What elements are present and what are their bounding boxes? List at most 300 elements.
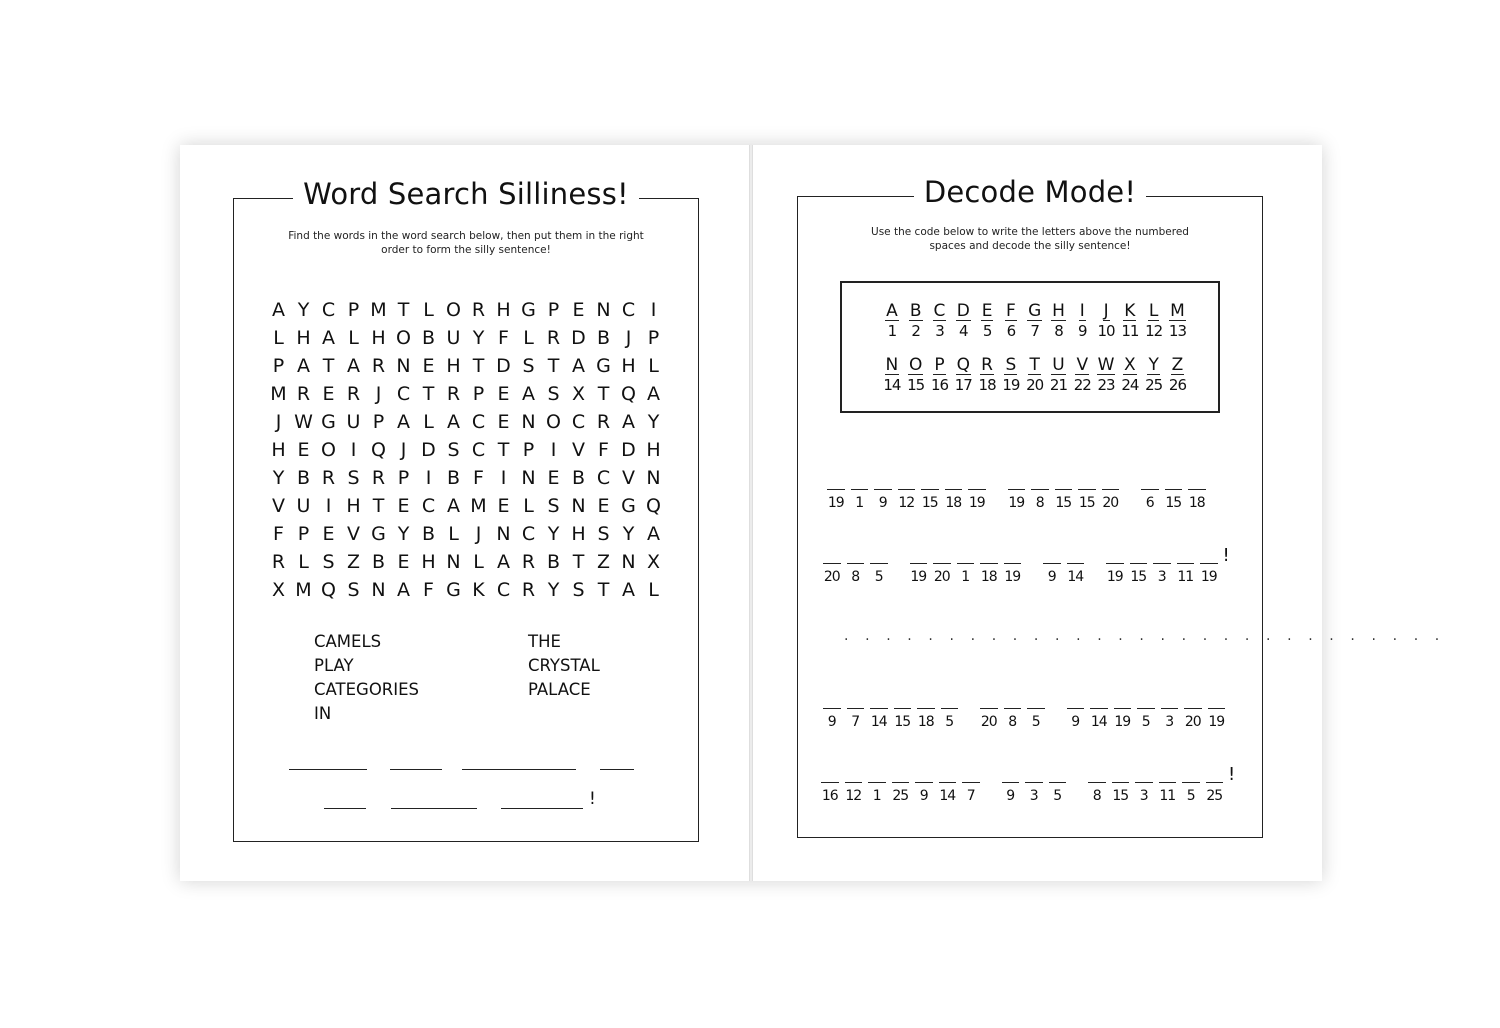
letter-blank[interactable]: [1141, 489, 1159, 490]
letter-slot[interactable]: [824, 489, 848, 511]
letter-blank[interactable]: [845, 782, 863, 783]
grid-letter[interactable]: J: [400, 439, 407, 461]
grid-letter[interactable]: P: [372, 411, 385, 433]
grid-letter[interactable]: T: [372, 495, 385, 517]
grid-letter[interactable]: V: [622, 467, 635, 489]
grid-letter[interactable]: Q: [371, 439, 386, 461]
grid-letter[interactable]: Y: [272, 467, 285, 489]
letter-blank[interactable]: [1161, 708, 1179, 709]
grid-letter[interactable]: Y: [647, 411, 660, 433]
letter-blank[interactable]: [1049, 782, 1067, 783]
letter-slot[interactable]: [1028, 489, 1052, 511]
letter-blank[interactable]: [827, 489, 845, 490]
grid-letter[interactable]: D: [571, 327, 586, 349]
grid-letter[interactable]: P: [397, 467, 410, 489]
grid-letter[interactable]: E: [572, 299, 585, 321]
grid-letter[interactable]: P: [647, 327, 660, 349]
grid-letter[interactable]: S: [547, 383, 560, 405]
letter-slot[interactable]: [820, 708, 844, 730]
grid-letter[interactable]: C: [321, 299, 336, 321]
letter-slot[interactable]: [1087, 708, 1111, 730]
letter-blank[interactable]: [1004, 708, 1022, 709]
letter-blank[interactable]: [1135, 782, 1153, 783]
letter-blank[interactable]: [1008, 489, 1026, 490]
letter-slot[interactable]: [895, 489, 919, 511]
grid-letter[interactable]: S: [597, 523, 610, 545]
letter-slot[interactable]: [1156, 782, 1180, 804]
letter-blank[interactable]: [847, 708, 865, 709]
letter-slot[interactable]: [844, 563, 868, 585]
grid-letter[interactable]: I: [650, 299, 657, 321]
grid-letter[interactable]: R: [521, 551, 536, 573]
grid-letter[interactable]: A: [347, 355, 360, 377]
letter-blank[interactable]: [1031, 489, 1049, 490]
grid-letter[interactable]: L: [473, 551, 484, 573]
letter-slot[interactable]: [1197, 563, 1221, 585]
letter-blank[interactable]: [933, 563, 951, 564]
answer-blank[interactable]: [324, 808, 366, 809]
letter-slot[interactable]: [1174, 563, 1198, 585]
letter-blank[interactable]: [968, 489, 986, 490]
grid-letter[interactable]: E: [397, 551, 410, 573]
letter-slot[interactable]: [977, 708, 1001, 730]
letter-blank[interactable]: [921, 489, 939, 490]
grid-letter[interactable]: L: [648, 579, 659, 601]
grid-letter[interactable]: O: [321, 439, 336, 461]
grid-letter[interactable]: S: [522, 355, 535, 377]
grid-letter[interactable]: R: [371, 355, 386, 377]
grid-letter[interactable]: D: [421, 439, 436, 461]
grid-letter[interactable]: L: [648, 355, 659, 377]
grid-letter[interactable]: H: [296, 327, 311, 349]
letter-slot[interactable]: [1046, 782, 1070, 804]
grid-letter[interactable]: A: [572, 355, 585, 377]
letter-blank[interactable]: [1088, 782, 1106, 783]
grid-letter[interactable]: A: [622, 411, 635, 433]
grid-letter[interactable]: S: [447, 439, 460, 461]
letter-blank[interactable]: [870, 563, 888, 564]
grid-letter[interactable]: B: [371, 551, 386, 573]
letter-blank[interactable]: [894, 708, 912, 709]
grid-letter[interactable]: G: [371, 523, 386, 545]
grid-letter[interactable]: E: [547, 467, 560, 489]
grid-letter[interactable]: Y: [547, 523, 560, 545]
grid-letter[interactable]: N: [596, 299, 611, 321]
letter-slot[interactable]: [1064, 708, 1088, 730]
grid-letter[interactable]: R: [446, 383, 461, 405]
grid-letter[interactable]: N: [446, 551, 461, 573]
grid-letter[interactable]: C: [596, 467, 611, 489]
grid-letter[interactable]: Y: [297, 299, 310, 321]
letter-blank[interactable]: [868, 782, 886, 783]
letter-blank[interactable]: [1177, 563, 1195, 564]
letter-blank[interactable]: [980, 708, 998, 709]
letter-slot[interactable]: [1185, 489, 1209, 511]
grid-letter[interactable]: K: [472, 579, 485, 601]
letter-slot[interactable]: [999, 782, 1023, 804]
grid-letter[interactable]: U: [296, 495, 311, 517]
letter-blank[interactable]: [939, 782, 957, 783]
grid-letter[interactable]: R: [346, 383, 361, 405]
letter-blank[interactable]: [1188, 489, 1206, 490]
grid-letter[interactable]: F: [498, 327, 509, 349]
letter-slot[interactable]: [1109, 782, 1133, 804]
letter-blank[interactable]: [1200, 563, 1218, 564]
grid-letter[interactable]: B: [421, 523, 436, 545]
letter-blank[interactable]: [910, 563, 928, 564]
grid-letter[interactable]: L: [298, 551, 309, 573]
grid-letter[interactable]: I: [350, 439, 357, 461]
grid-letter[interactable]: B: [571, 467, 586, 489]
grid-letter[interactable]: R: [321, 467, 336, 489]
letter-blank[interactable]: [1078, 489, 1096, 490]
letter-blank[interactable]: [917, 708, 935, 709]
letter-slot[interactable]: [1040, 563, 1064, 585]
grid-letter[interactable]: I: [550, 439, 557, 461]
grid-letter[interactable]: N: [571, 495, 586, 517]
grid-letter[interactable]: Y: [622, 523, 635, 545]
letter-slot[interactable]: [1132, 782, 1156, 804]
grid-letter[interactable]: S: [347, 467, 360, 489]
grid-letter[interactable]: V: [572, 439, 585, 461]
letter-blank[interactable]: [1114, 708, 1132, 709]
grid-letter[interactable]: H: [346, 495, 361, 517]
letter-blank[interactable]: [1165, 489, 1183, 490]
letter-slot[interactable]: [1022, 782, 1046, 804]
grid-letter[interactable]: N: [646, 467, 661, 489]
grid-letter[interactable]: A: [447, 411, 460, 433]
grid-letter[interactable]: M: [295, 579, 312, 601]
letter-slot[interactable]: [1085, 782, 1109, 804]
grid-letter[interactable]: R: [546, 327, 561, 349]
letter-blank[interactable]: [1159, 782, 1177, 783]
grid-letter[interactable]: B: [296, 467, 311, 489]
grid-letter[interactable]: D: [496, 355, 511, 377]
letter-slot[interactable]: [938, 708, 962, 730]
letter-slot[interactable]: [954, 563, 978, 585]
grid-letter[interactable]: A: [622, 579, 635, 601]
grid-letter[interactable]: R: [271, 551, 286, 573]
grid-letter[interactable]: H: [371, 327, 386, 349]
grid-letter[interactable]: P: [297, 523, 310, 545]
grid-letter[interactable]: T: [497, 439, 510, 461]
grid-letter[interactable]: B: [421, 327, 436, 349]
letter-blank[interactable]: [1055, 489, 1073, 490]
letter-blank[interactable]: [851, 489, 869, 490]
grid-letter[interactable]: W: [294, 411, 313, 433]
letter-slot[interactable]: [1134, 708, 1158, 730]
letter-blank[interactable]: [1182, 782, 1200, 783]
grid-letter[interactable]: V: [347, 523, 360, 545]
grid-letter[interactable]: B: [596, 327, 611, 349]
grid-letter[interactable]: H: [571, 523, 586, 545]
letter-slot[interactable]: [818, 782, 842, 804]
letter-slot[interactable]: [1111, 708, 1135, 730]
grid-letter[interactable]: R: [371, 467, 386, 489]
letter-slot[interactable]: [1075, 489, 1099, 511]
letter-slot[interactable]: [1158, 708, 1182, 730]
grid-letter[interactable]: T: [597, 579, 610, 601]
grid-letter[interactable]: A: [497, 551, 510, 573]
grid-letter[interactable]: T: [597, 383, 610, 405]
letter-slot[interactable]: [1150, 563, 1174, 585]
grid-letter[interactable]: L: [448, 523, 459, 545]
grid-letter[interactable]: P: [472, 383, 485, 405]
letter-slot[interactable]: [1064, 563, 1088, 585]
letter-slot[interactable]: [867, 563, 891, 585]
grid-letter[interactable]: C: [396, 383, 411, 405]
grid-letter[interactable]: S: [572, 579, 585, 601]
grid-letter[interactable]: H: [421, 551, 436, 573]
grid-letter[interactable]: O: [396, 327, 411, 349]
grid-letter[interactable]: G: [521, 299, 536, 321]
answer-blank[interactable]: [501, 808, 583, 809]
letter-slot[interactable]: [1001, 708, 1025, 730]
letter-slot[interactable]: [912, 782, 936, 804]
letter-blank[interactable]: [1004, 563, 1022, 564]
grid-letter[interactable]: O: [446, 299, 461, 321]
letter-blank[interactable]: [941, 708, 959, 709]
grid-letter[interactable]: F: [423, 579, 434, 601]
grid-letter[interactable]: C: [621, 299, 636, 321]
grid-letter[interactable]: I: [425, 467, 432, 489]
grid-letter[interactable]: M: [270, 383, 287, 405]
grid-letter[interactable]: T: [572, 551, 585, 573]
grid-letter[interactable]: I: [500, 467, 507, 489]
letter-slot[interactable]: [965, 489, 989, 511]
letter-blank[interactable]: [823, 563, 841, 564]
grid-letter[interactable]: R: [296, 383, 311, 405]
grid-letter[interactable]: T: [547, 355, 560, 377]
letter-slot[interactable]: [865, 782, 889, 804]
letter-blank[interactable]: [1184, 708, 1202, 709]
grid-letter[interactable]: H: [646, 439, 661, 461]
grid-letter[interactable]: C: [471, 439, 486, 461]
grid-letter[interactable]: E: [422, 355, 435, 377]
grid-letter[interactable]: S: [347, 579, 360, 601]
grid-letter[interactable]: T: [322, 355, 335, 377]
letter-slot[interactable]: [959, 782, 983, 804]
grid-letter[interactable]: M: [370, 299, 387, 321]
letter-blank[interactable]: [915, 782, 933, 783]
letter-blank[interactable]: [1002, 782, 1020, 783]
grid-letter[interactable]: O: [546, 411, 561, 433]
letter-blank[interactable]: [847, 563, 865, 564]
grid-letter[interactable]: B: [546, 551, 561, 573]
grid-letter[interactable]: V: [272, 495, 285, 517]
letter-slot[interactable]: [1203, 782, 1227, 804]
grid-letter[interactable]: A: [647, 523, 660, 545]
letter-blank[interactable]: [945, 489, 963, 490]
grid-letter[interactable]: N: [621, 551, 636, 573]
grid-letter[interactable]: J: [475, 523, 482, 545]
grid-letter[interactable]: P: [272, 355, 285, 377]
grid-letter[interactable]: I: [325, 495, 332, 517]
letter-slot[interactable]: [1179, 782, 1203, 804]
grid-letter[interactable]: N: [521, 411, 536, 433]
grid-letter[interactable]: X: [271, 579, 286, 601]
letter-blank[interactable]: [1067, 708, 1085, 709]
grid-letter[interactable]: R: [521, 579, 536, 601]
grid-letter[interactable]: C: [471, 411, 486, 433]
grid-letter[interactable]: U: [446, 327, 461, 349]
letter-blank[interactable]: [823, 708, 841, 709]
grid-letter[interactable]: E: [497, 495, 510, 517]
letter-slot[interactable]: [930, 563, 954, 585]
grid-letter[interactable]: H: [621, 355, 636, 377]
answer-blank[interactable]: [600, 769, 634, 770]
grid-letter[interactable]: N: [521, 467, 536, 489]
letter-slot[interactable]: [907, 563, 931, 585]
letter-slot[interactable]: [844, 708, 868, 730]
letter-slot[interactable]: [914, 708, 938, 730]
grid-letter[interactable]: P: [522, 439, 535, 461]
letter-slot[interactable]: [1024, 708, 1048, 730]
grid-letter[interactable]: L: [348, 327, 359, 349]
grid-letter[interactable]: X: [646, 551, 661, 573]
grid-letter[interactable]: P: [347, 299, 360, 321]
grid-letter[interactable]: Y: [547, 579, 560, 601]
letter-slot[interactable]: [1005, 489, 1029, 511]
letter-blank[interactable]: [874, 489, 892, 490]
letter-slot[interactable]: [977, 563, 1001, 585]
grid-letter[interactable]: A: [522, 383, 535, 405]
letter-slot[interactable]: [889, 782, 913, 804]
letter-blank[interactable]: [962, 782, 980, 783]
grid-letter[interactable]: C: [421, 495, 436, 517]
letter-blank[interactable]: [1137, 708, 1155, 709]
grid-letter[interactable]: E: [497, 383, 510, 405]
grid-letter[interactable]: F: [473, 467, 484, 489]
grid-letter[interactable]: R: [471, 299, 486, 321]
grid-letter[interactable]: A: [297, 355, 310, 377]
grid-letter[interactable]: A: [447, 495, 460, 517]
letter-slot[interactable]: [1138, 489, 1162, 511]
letter-blank[interactable]: [1112, 782, 1130, 783]
letter-blank[interactable]: [1153, 563, 1171, 564]
grid-letter[interactable]: N: [371, 579, 386, 601]
grid-letter[interactable]: N: [496, 523, 511, 545]
letter-slot[interactable]: [918, 489, 942, 511]
grid-letter[interactable]: E: [497, 411, 510, 433]
letter-blank[interactable]: [821, 782, 839, 783]
grid-letter[interactable]: Q: [321, 579, 336, 601]
grid-letter[interactable]: G: [596, 355, 611, 377]
grid-letter[interactable]: H: [446, 355, 461, 377]
letter-slot[interactable]: [1099, 489, 1123, 511]
grid-letter[interactable]: G: [446, 579, 461, 601]
grid-letter[interactable]: A: [397, 579, 410, 601]
letter-slot[interactable]: [1001, 563, 1025, 585]
answer-blank[interactable]: [391, 808, 477, 809]
grid-letter[interactable]: G: [321, 411, 336, 433]
grid-letter[interactable]: E: [597, 495, 610, 517]
grid-letter[interactable]: A: [647, 383, 660, 405]
letter-slot[interactable]: [1103, 563, 1127, 585]
letter-blank[interactable]: [1027, 708, 1045, 709]
letter-slot[interactable]: [1127, 563, 1151, 585]
grid-letter[interactable]: Z: [346, 551, 361, 573]
grid-letter[interactable]: C: [521, 523, 536, 545]
letter-blank[interactable]: [1130, 563, 1148, 564]
grid-letter[interactable]: E: [322, 523, 335, 545]
grid-letter[interactable]: F: [598, 439, 609, 461]
letter-slot[interactable]: [942, 489, 966, 511]
letter-slot[interactable]: [820, 563, 844, 585]
letter-slot[interactable]: [1052, 489, 1076, 511]
grid-letter[interactable]: Q: [646, 495, 661, 517]
grid-letter[interactable]: R: [596, 411, 611, 433]
grid-letter[interactable]: Y: [472, 327, 485, 349]
grid-letter[interactable]: J: [375, 383, 382, 405]
letter-blank[interactable]: [1106, 563, 1124, 564]
letter-slot[interactable]: [891, 708, 915, 730]
letter-blank[interactable]: [1206, 782, 1224, 783]
grid-letter[interactable]: B: [446, 467, 461, 489]
answer-blank[interactable]: [462, 769, 576, 770]
grid-letter[interactable]: N: [396, 355, 411, 377]
letter-blank[interactable]: [980, 563, 998, 564]
grid-letter[interactable]: G: [621, 495, 636, 517]
grid-letter[interactable]: C: [571, 411, 586, 433]
letter-blank[interactable]: [892, 782, 910, 783]
letter-blank[interactable]: [1043, 563, 1061, 564]
grid-letter[interactable]: E: [297, 439, 310, 461]
grid-letter[interactable]: T: [397, 299, 410, 321]
letter-slot[interactable]: [848, 489, 872, 511]
grid-letter[interactable]: X: [571, 383, 586, 405]
grid-letter[interactable]: S: [322, 551, 335, 573]
letter-slot[interactable]: [871, 489, 895, 511]
grid-letter[interactable]: D: [621, 439, 636, 461]
grid-letter[interactable]: P: [547, 299, 560, 321]
grid-letter[interactable]: L: [523, 495, 534, 517]
letter-blank[interactable]: [957, 563, 975, 564]
grid-letter[interactable]: L: [273, 327, 284, 349]
grid-letter[interactable]: E: [322, 383, 335, 405]
letter-slot[interactable]: [1205, 708, 1229, 730]
letter-blank[interactable]: [870, 708, 888, 709]
letter-slot[interactable]: [867, 708, 891, 730]
grid-letter[interactable]: T: [422, 383, 435, 405]
grid-letter[interactable]: A: [322, 327, 335, 349]
letter-slot[interactable]: [842, 782, 866, 804]
grid-letter[interactable]: S: [547, 495, 560, 517]
grid-letter[interactable]: U: [346, 411, 361, 433]
letter-slot[interactable]: [1162, 489, 1186, 511]
grid-letter[interactable]: H: [271, 439, 286, 461]
grid-letter[interactable]: Q: [621, 383, 636, 405]
letter-slot[interactable]: [1181, 708, 1205, 730]
grid-letter[interactable]: M: [470, 495, 487, 517]
grid-letter[interactable]: J: [625, 327, 632, 349]
grid-letter[interactable]: H: [496, 299, 511, 321]
letter-blank[interactable]: [1025, 782, 1043, 783]
grid-letter[interactable]: Z: [596, 551, 611, 573]
grid-letter[interactable]: J: [275, 411, 282, 433]
answer-blank[interactable]: [390, 769, 442, 770]
grid-letter[interactable]: A: [397, 411, 410, 433]
grid-letter[interactable]: E: [397, 495, 410, 517]
grid-letter[interactable]: C: [496, 579, 511, 601]
letter-blank[interactable]: [1208, 708, 1226, 709]
grid-letter[interactable]: L: [523, 327, 534, 349]
answer-blank[interactable]: [289, 769, 367, 770]
letter-blank[interactable]: [1090, 708, 1108, 709]
grid-letter[interactable]: T: [472, 355, 485, 377]
grid-letter[interactable]: L: [423, 299, 434, 321]
letter-blank[interactable]: [898, 489, 916, 490]
